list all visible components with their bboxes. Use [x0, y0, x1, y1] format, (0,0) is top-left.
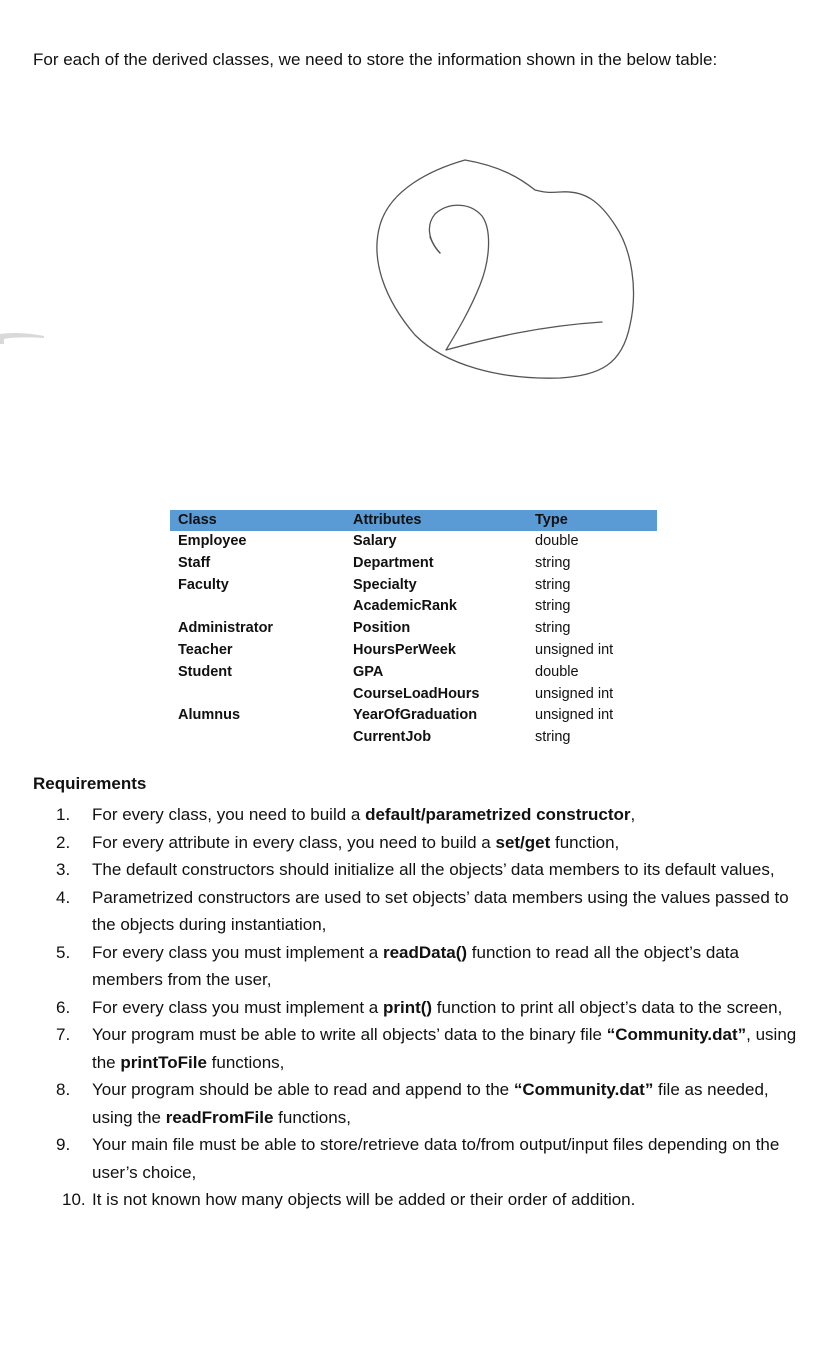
- requirement-number: 9.: [56, 1135, 71, 1154]
- table-row: [170, 705, 657, 727]
- header-type: Type: [527, 510, 657, 531]
- requirement-number: 3.: [56, 860, 71, 879]
- cell-class: [170, 727, 345, 749]
- table-row: [170, 618, 657, 640]
- table-row: [170, 640, 657, 662]
- handwritten-circled-2-icon: [360, 150, 650, 395]
- requirement-number: 10.: [62, 1190, 86, 1209]
- requirement-text: For every class you must implement a: [92, 942, 383, 962]
- requirement-text: file as needed, using the: [92, 1080, 769, 1127]
- cell-type: double: [535, 663, 579, 680]
- cell-type: unsigned int: [535, 641, 614, 658]
- requirement-number: 2.: [56, 832, 71, 852]
- table-row: [170, 531, 657, 553]
- table-row: [170, 596, 657, 618]
- requirement-number: 6.: [56, 997, 71, 1017]
- cell-class: Administrator: [178, 620, 274, 637]
- cell-type: unsigned int: [535, 685, 614, 702]
- cell-attribute: YearOfGraduation: [353, 707, 478, 724]
- cell-class: Staff: [178, 554, 211, 571]
- cell-class: Teacher: [178, 641, 233, 658]
- requirement-text: Your program must be able to write all objects’ data to the binary file: [92, 1025, 607, 1044]
- attributes-table: [170, 510, 657, 749]
- requirement-number: 4.: [56, 887, 71, 907]
- cell-class: Faculty: [178, 576, 229, 593]
- cell-attribute: CourseLoadHours: [353, 685, 480, 702]
- requirement-bold-text: “Community.dat”: [513, 1080, 654, 1099]
- table-row: [170, 553, 657, 575]
- table-row: [170, 684, 657, 706]
- requirement-item: [33, 829, 813, 857]
- cell-attribute: HoursPerWeek: [353, 641, 456, 658]
- requirement-item: [33, 1131, 813, 1186]
- requirement-item: [33, 801, 813, 829]
- cell-class: [170, 684, 345, 706]
- cell-type: string: [535, 576, 571, 593]
- cell-attribute: Position: [353, 620, 411, 637]
- requirement-text: functions,: [273, 1107, 351, 1127]
- requirement-item: [33, 939, 813, 994]
- cell-class: Employee: [178, 533, 247, 549]
- cell-attribute: Department: [353, 554, 434, 571]
- requirement-text: function to print all object’s data to the screen,: [432, 997, 783, 1017]
- cell-type: unsigned int: [535, 707, 614, 724]
- requirement-bold-text: default/parametrized constructor: [365, 805, 631, 824]
- cell-class: Alumnus: [178, 707, 241, 724]
- scan-edge-mark: [0, 330, 45, 344]
- requirement-item: [33, 856, 813, 884]
- cell-attribute: CurrentJob: [353, 729, 432, 746]
- cell-type: string: [535, 729, 571, 746]
- cell-type: string: [535, 598, 571, 615]
- header-attributes: Attributes: [345, 510, 527, 531]
- requirement-bold-text: readFromFile: [165, 1107, 274, 1127]
- requirement-item: [33, 1186, 813, 1214]
- requirement-bold-text: printToFile: [120, 1052, 207, 1072]
- table-row: [170, 662, 657, 684]
- requirement-text: , using the: [92, 1025, 797, 1072]
- table-row: [170, 575, 657, 597]
- requirement-text: For every attribute in every class, you need to build a: [92, 832, 496, 852]
- cell-type: string: [535, 554, 571, 571]
- requirement-item: [33, 1076, 813, 1131]
- requirement-text: functions,: [206, 1052, 285, 1072]
- requirement-bold-text: “Community.dat”: [606, 1025, 747, 1044]
- table-header-row: [170, 510, 657, 531]
- cell-type: string: [535, 620, 571, 637]
- requirement-bold-text: set/get: [495, 832, 551, 852]
- requirement-number: 5.: [56, 942, 71, 962]
- header-class: Class: [170, 510, 345, 531]
- requirement-text: function to read all the object’s data members from the user,: [92, 942, 739, 989]
- requirements-heading: Requirements: [33, 774, 147, 793]
- requirement-item: [33, 1021, 813, 1076]
- requirement-text: function,: [550, 832, 620, 852]
- requirement-text: Parametrized constructors are used to set objects’ data members using the values passed to the objects during instantiation,: [92, 887, 789, 934]
- requirement-text: ,: [630, 805, 636, 824]
- cell-type: double: [535, 533, 579, 549]
- requirement-text: For every class you must implement a: [92, 997, 383, 1017]
- cell-attribute: GPA: [353, 663, 384, 680]
- requirement-number: 1.: [56, 805, 71, 824]
- requirement-number: 8.: [56, 1080, 71, 1099]
- requirement-item: [33, 994, 813, 1022]
- intro-text: For each of the derived classes, we need to store the information shown in the below table:: [33, 50, 718, 69]
- cell-attribute: Salary: [353, 533, 397, 549]
- cell-class: [170, 596, 345, 618]
- cell-attribute: Specialty: [353, 576, 417, 593]
- requirement-bold-text: print(): [382, 997, 433, 1017]
- requirement-number: 7.: [56, 1025, 71, 1044]
- requirement-text: Your main file must be able to store/retrieve data to/from output/input files depending on the user’s choice,: [92, 1135, 780, 1182]
- requirements-list: [33, 801, 813, 1214]
- requirement-text: For every class, you need to build a: [92, 805, 366, 824]
- cell-attribute: AcademicRank: [353, 598, 457, 615]
- requirement-text: The default constructors should initialize all the objects’ data members to its default values,: [92, 860, 775, 879]
- requirement-item: [33, 884, 813, 939]
- table-row: [170, 727, 657, 749]
- requirement-bold-text: readData(): [382, 942, 468, 962]
- requirement-text: Your program should be able to read and append to the: [92, 1080, 514, 1099]
- requirement-text: It is not known how many objects will be added or their order of addition.: [92, 1190, 636, 1209]
- cell-class: Student: [178, 663, 232, 680]
